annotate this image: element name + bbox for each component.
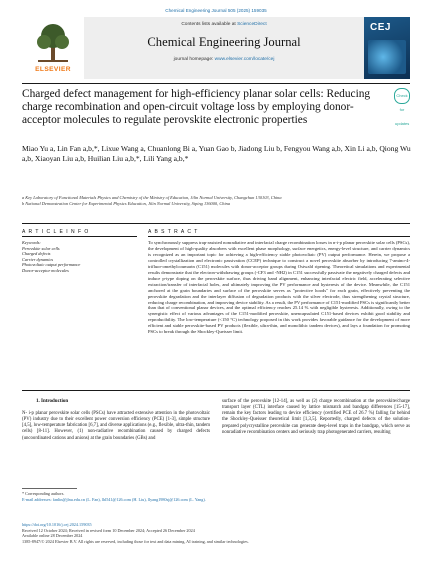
journal-citation[interactable]: Chemical Engineering Journal 505 (2025) 159035	[165, 8, 267, 13]
keyword-item: Photovoltaic output performance	[22, 262, 81, 268]
affiliation-b: b National Demonstration Center for Experimental Physics Education, Jilin Normal University, Siping 136000, China	[22, 201, 231, 206]
keyword-item: Charged defects	[22, 251, 51, 257]
introduction-left-column: N- i-p planar perovskite solar cells (PSCs) have attracted extensive attention in the photovoltaic (PV) industry due to their excellent power conversion efficiency (PCE) [1-3], simple structure [4,5], low-temperature fabrication [6,7], and diverse applications (e.g., flexible, ultra-thin, tandem cells) [8-11]. However, (1) non-radiative recombination caused by charged defects (uncoordinated cations and anions) at the grain boundaries (GBs) and	[22, 411, 210, 441]
author-list: Miao Yu a, Lin Fan a,b,*, Lixue Wang a, Chuanlong Bi a, Yuan Gao b, Jiadong Liu b, Fengyou Wang a,b, Xin Li a,b, Qiong Wu a,b, Xiaoyan Liu a,b, Huilian Liu a,b,*, Lili Yang a,b,*	[22, 144, 411, 163]
homepage-link[interactable]: www.elsevier.com/locate/cej	[214, 57, 275, 62]
journal-name: Chemical Engineering Journal	[147, 35, 301, 49]
received-dates: Received 12 October 2024; Received in revised form 10 December 2024; Accepted 26 December 2024	[22, 527, 195, 533]
copyright-notice: 1385-8947/© 2024 Elsevier B.V. All rights are reserved, including those for text and data mining, AI training, and similar technologies.	[22, 538, 249, 544]
crossmark-icon[interactable]: Check for updates	[394, 88, 410, 104]
homepage-line	[84, 57, 364, 62]
header-divider	[22, 83, 410, 84]
keywords-block	[22, 240, 137, 274]
body-divider	[22, 390, 410, 391]
keyword-item: Perovskite solar cells	[22, 245, 60, 251]
cover-artwork	[368, 40, 406, 74]
footnote-divider	[22, 488, 77, 489]
footnotes	[22, 491, 222, 502]
homepage-prefix: journal homepage:	[173, 57, 215, 62]
contents-prefix: Contents lists available at	[181, 22, 238, 27]
doi-link[interactable]: https://doi.org/10.1016/j.cej.2024.159035	[22, 522, 92, 527]
abstract-rule	[148, 236, 410, 237]
available-date: Available online 28 December 2024	[22, 533, 83, 539]
email-addresses[interactable]: E-mail addresses: fanlin@jlnu.edu.cn (L. Fan), lhl541@126.com (H. Liu), llyang1980sj@126.com (L. Yang).	[22, 496, 206, 502]
keywords-label: Keywords:	[22, 240, 41, 245]
introduction-heading: 1. Introduction	[36, 399, 69, 404]
article-metadata	[22, 522, 412, 544]
publisher-name: ELSEVIER	[35, 66, 71, 73]
affiliation-a: a Key Laboratory of Functional Materials Physics and Chemistry of the Ministry of Education, Jilin Normal University, Changchun 130103, China	[22, 195, 282, 200]
abstract-text: To synchronously suppress trap-assisted nonradiative and interfacial charge recombination losses in n-i-p planar perovskite solar cells (PSCs), the development of high-quality absorbers with excellent phase morphology, surface energetics, energy-level structure, and carrier dynamics is recognized as an important topic for achieving a high-efficiency stable photovoltaic (PV) output performance. Herein, we propose a controlled crystallization and electronic passivation (CCEP) technique to construct a novel perovskite absorber by introducing 7-amino-4-trifluor-omethylcoumarin (C151) molecules with donor-acceptor groups during Ostwald ripening. Theoretical simulations and experimental results demonstrate that the electron-withdrawing groups (-CF3 and -NH2) in C151 successfully passivate the negatively charged defects and induce p-type doping on the perovskite surface, thus driving band alignment, enhancing interfacial electric field, accelerating selective extraction/transfer of interfacial holes, and ultimately improving the PV performance and hysteresis of the device. Meanwhile, the C151 anchored at the grain boundaries and surface of the perovskite serves as "protective hoods" for each grain, effectively preventing the perovskite degradation and the interlayer diffusion of degradation products with the silver electrode, thus strengthening crystal structure, reducing charge recombination, and improving device stability. As a result, the PV performance of C151-modified PSCs is significantly better than that of conventional planar devices, and the optimal efficiency reaches 25.14 % with negligible hysteresis. Additionally, owing to the synergistic effect of various advantages of the C151-modified perovskite, unencapsulated C151-based devices exhibit good stability and reproducibility. The low-temperature (<150 °C) technology proposed in this work provides favorable guidance for the development of more efficient and stable perovskite-based PV products (flexible, ultra-thin, and monolithic tandem devices), and lays a foundation for promoting PSCs to break through the Shockley-Queisser limit.	[148, 240, 410, 335]
info-rule	[22, 236, 137, 237]
introduction-right-column: surface of the perovskite [12-14], as well as (2) charge recombination at the perovskite/charge transport layer (CTL) interface caused by lattice mismatch and bandgap differences [15-17], remain the key factors leading to device efficiency (certified PCE of 26.7 %) falling far behind the Shockley-Queisser theoretical limit [1,3,5]. Reportedly, charged defects of the solution-prepared polycrystalline perovskite can generate deep-level traps in the bandgap, which serve as nonradiative recombination centers and seriously trap photogenerated carriers, resulting	[222, 399, 410, 435]
contents-line	[84, 22, 364, 27]
keyword-item: Carrier dynamics	[22, 256, 54, 262]
corresponding-note: * Corresponding authors.	[22, 491, 65, 496]
elsevier-tree-icon	[32, 22, 74, 64]
abstract-heading: A B S T R A C T	[148, 229, 199, 235]
affiliations	[22, 195, 412, 207]
article-info-heading: A R T I C L E I N F O	[22, 229, 90, 235]
info-divider	[22, 223, 410, 224]
keyword-item: Donor-acceptor molecules	[22, 267, 69, 273]
cover-title: CEJ	[370, 22, 391, 33]
sciencedirect-link[interactable]: ScienceDirect	[237, 22, 267, 27]
article-title: Charged defect management for high-efficiency planar solar cells: Reducing charge recombination and open-circuit voltage loss by employing donor-acceptor molecules to regulate perovskite electronic properties	[22, 88, 371, 126]
